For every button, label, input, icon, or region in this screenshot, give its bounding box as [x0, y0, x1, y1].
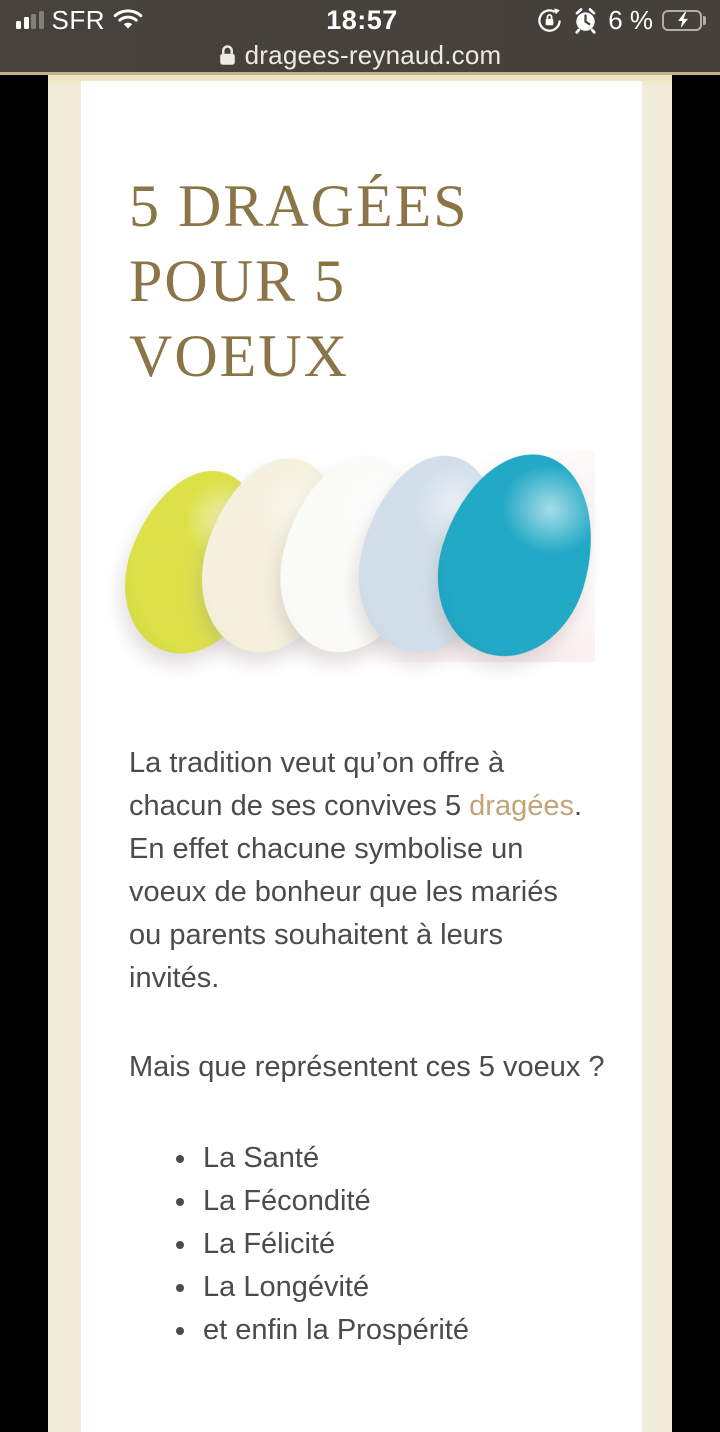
article-card [81, 81, 642, 1432]
intro-paragraph [129, 742, 597, 1000]
wish-item: • La Longévité [199, 1266, 594, 1309]
status-right [478, 5, 708, 36]
wishes-list [199, 1137, 594, 1352]
status-bar [0, 0, 720, 38]
paragraph-text: La tradition veut qu’on offre à chacun de ses convives 5 [129, 747, 505, 822]
paragraph-text: . En effet chacune symbolise un voeux de bonheur que les mariés ou parents souhaitent à leurs invités. [129, 790, 583, 994]
page-title [129, 169, 594, 394]
dragees-image [129, 450, 595, 662]
charging-bolt-icon [676, 12, 690, 28]
wish-item: • et enfin la Prospérité [199, 1309, 594, 1352]
title-line: 5 DRAGÉES [129, 173, 469, 239]
status-left [16, 5, 246, 36]
cellular-signal-icon [16, 11, 44, 29]
orientation-lock-icon [536, 7, 563, 34]
battery-charging-icon [662, 9, 708, 31]
title-line: POUR 5 [129, 248, 347, 314]
page-column [48, 75, 672, 1432]
url-bar[interactable] [0, 38, 720, 72]
wish-item: • La Santé [199, 1137, 594, 1180]
dragees-link[interactable]: dragées [469, 790, 574, 822]
ssl-lock-icon [219, 44, 236, 66]
url-text: dragees-reynaud.com [244, 39, 502, 70]
wifi-icon [113, 9, 143, 31]
battery-percent: 6 % [608, 4, 653, 35]
carrier-label: SFR [51, 4, 105, 35]
safari-chrome [0, 0, 720, 75]
wish-item: • La Fécondité [199, 1180, 594, 1223]
clock: 18:57 [326, 4, 398, 35]
webpage-viewport [0, 75, 720, 1432]
title-line: VOEUX [129, 323, 349, 389]
question-paragraph: Mais que représentent ces 5 voeux ? [129, 1051, 605, 1083]
wish-item: • La Félicité [199, 1223, 594, 1266]
alarm-clock-icon [572, 7, 599, 34]
